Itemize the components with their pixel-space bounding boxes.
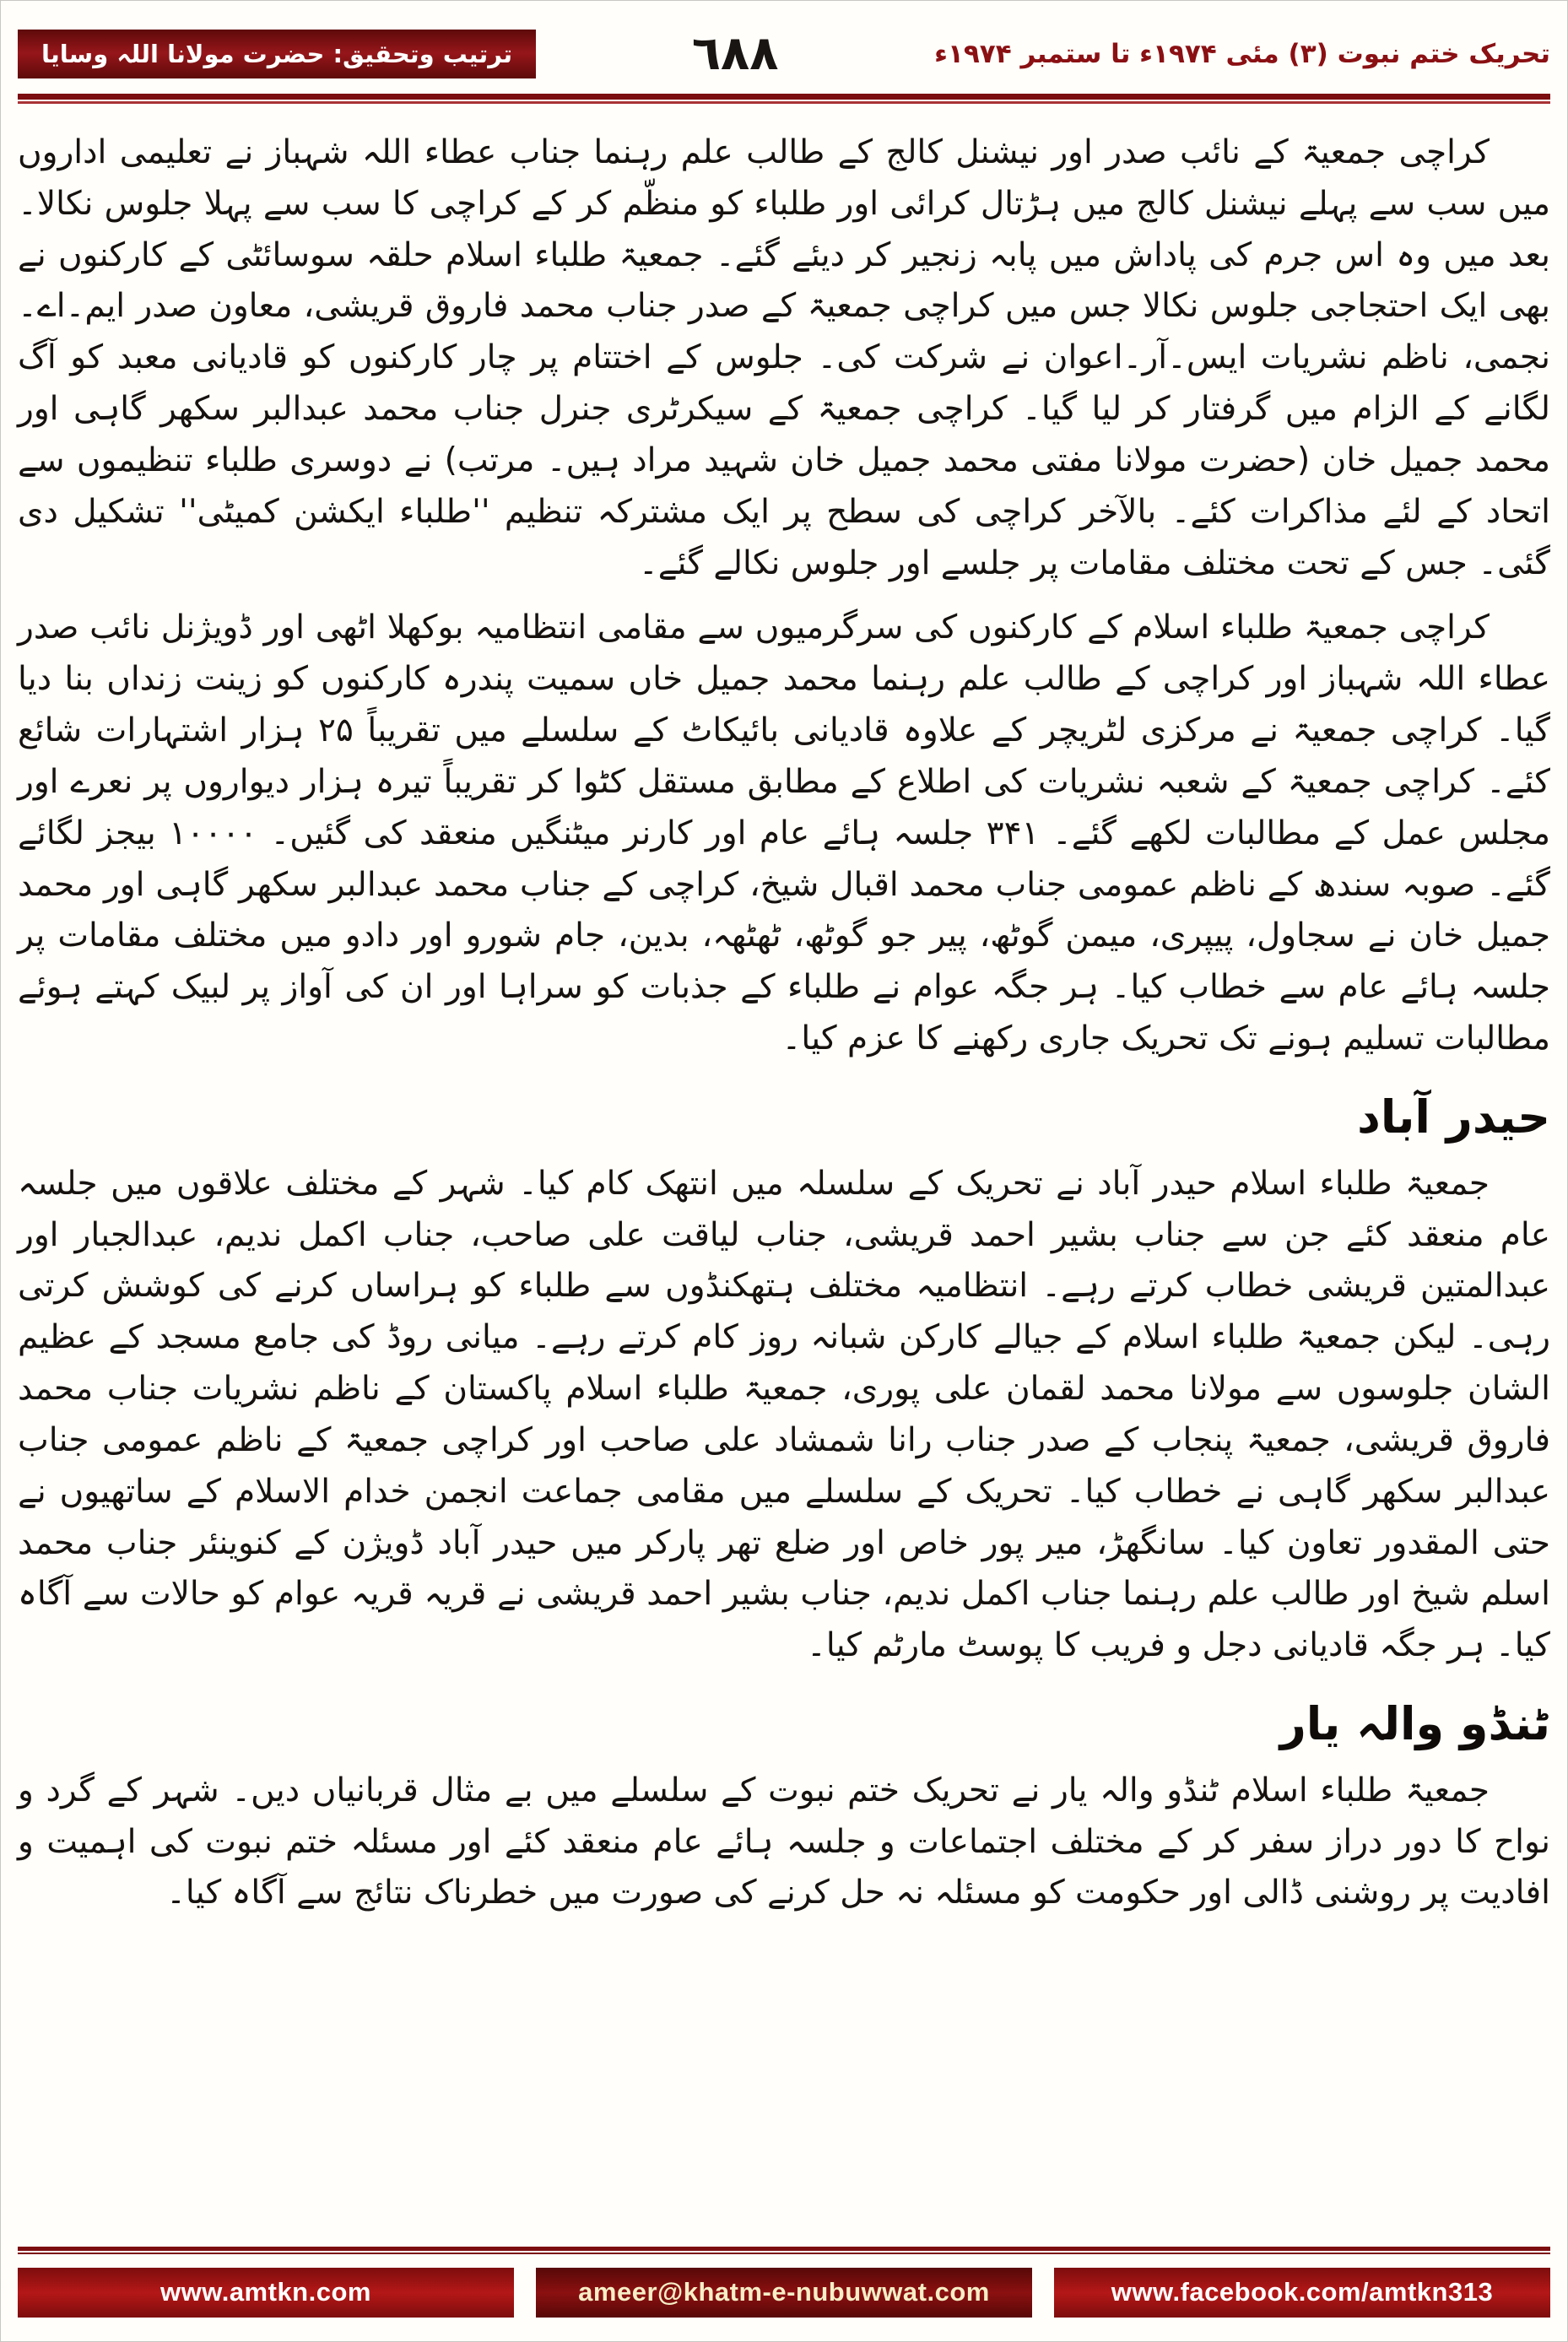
book-title-header: تحریک ختم نبوت (۳) مئی ۱۹۷۴ء تا ستمبر ۱۹۷۴ء (934, 39, 1550, 69)
footer-divider-rule (18, 2247, 1550, 2254)
footer-website-url: www.amtkn.com (18, 2268, 514, 2318)
page-number: ٦٨٨ (691, 26, 779, 81)
paragraph-hyderabad: جمعیۃ طلباء اسلام حیدر آباد نے تحریک کے سلسلہ میں انتھک کام کیا۔ شہر کے مختلف علاقوں میں جلسہ عام منعقد کئے جن سے جناب بشیر احمد قریشی، جناب لیاقت علی صاحب، جناب اکمل ندیم، عبدالجبار اور عبدالمتین قریشی خطاب کرتے رہے۔ انتظامیہ مختلف ہتھکنڈوں سے طلباء کو ہراساں کرنے کی کوشش کرتی رہی۔ لیکن جمعیۃ طلباء اسلام کے جیالے کارکن شبانہ روز کام کرتے رہے۔ میانی روڈ کی جامع مسجد کے عظیم الشان جلوسوں سے مولانا محمد لقمان علی پوری، جمعیۃ طلباء اسلام پاکستان کے ناظم نشریات جناب محمد فاروق قریشی، جمعیۃ پنجاب کے صدر جناب رانا شمشاد علی صاحب اور کراچی جمعیۃ کے ناظم عمومی جناب عبدالبر سکھر گاہی نے خطاب کیا۔ تحریک کے سلسلے میں مقامی جماعت انجمن خدام الاسلام کے ساتھیوں نے حتی المقدور تعاون کیا۔ سانگھڑ، میر پور خاص اور ضلع تھر پارکر میں حیدر آباد ڈویژن کے کنوینئر جناب محمد اسلم شیخ اور طالب علم رہنما جناب اکمل ندیم، جناب بشیر احمد قریشی نے قریہ قریہ عوام کو حالات سے آگاہ کیا۔ ہر جگہ قادیانی دجل و فریب کا پوسٹ مارٹم کیا۔ (18, 1164, 1551, 1665)
credits-banner: ترتیب وتحقیق: حضرت مولانا اللہ وسایا (18, 30, 536, 78)
footer-email-address: ameer@khatm-e-nubuwwat.com (536, 2268, 1032, 2318)
paragraph-karachi-activities-1: کراچی جمعیۃ کے نائب صدر اور نیشنل کالج کے طالب علم رہنما جناب عطاء اللہ شہباز نے تعلیمی اداروں میں سب سے پہلے نیشنل کالج میں ہڑتال کرائی اور طلباء کو منظّم کر کے کراچی کا سب سے پہلا جلوس نکالا۔ بعد میں وہ اس جرم کی پاداش میں پابہ زنجیر کر دیئے گئے۔ جمعیۃ طلباء اسلام حلقہ سوسائٹی کے کارکنوں نے بھی ایک احتجاجی جلوس نکالا جس میں کراچی جمعیۃ کے صدر جناب محمد فاروق قریشی، معاون صدر ایم۔اے۔نجمی، ناظم نشریات ایس۔آر۔اعوان نے شرکت کی۔ جلوس کے اختتام پر چار کارکنوں کو قادیانی معبد کو آگ لگانے کے الزام میں گرفتار کر لیا گیا۔ کراچی جمعیۃ کے سیکرٹری جنرل جناب محمد عبدالبر سکھر گاہی اور محمد جمیل خان (حضرت مولانا مفتی محمد جمیل خان شہید مراد ہیں۔ مرتب) نے دوسری طلباء تنظیموں سے اتحاد کے لئے مذاکرات کئے۔ بالآخر کراچی کی سطح پر ایک مشترکہ تنظیم ''طلباء ایکشن کمیٹی'' تشکیل دی گئی۔ جس کے تحت مختلف مقامات پر جلسے اور جلوس نکالے گئے۔ (18, 133, 1550, 582)
paragraph-karachi-activities-2: کراچی جمعیۃ طلباء اسلام کے کارکنوں کی سرگرمیوں سے مقامی انتظامیہ بوکھلا اٹھی اور ڈویژنل نائب صدر عطاء اللہ شہباز اور کراچی کے طالب علم رہنما محمد جمیل خاں سمیت پندرہ کارکنوں کو زینت زنداں بنا دیا گیا۔ کراچی جمعیۃ نے مرکزی لٹریچر کے علاوہ قادیانی بائیکاٹ کے سلسلے میں تقریباً ۲۵ ہزار اشتہارات شائع کئے۔ کراچی جمعیۃ کے شعبہ نشریات کی اطلاع کے مطابق مستقل کٹوا کر تقریباً تیرہ ہزار دیواروں پر نعرے اور مجلس عمل کے مطالبات لکھے گئے۔ ۳۴۱ جلسہ ہائے عام اور کارنر میٹنگیں منعقد کی گئیں۔ ۱۰۰۰۰ بیجز لگائے گئے۔ صوبہ سندھ کے ناظم عمومی جناب محمد اقبال شیخ، کراچی کے جناب محمد عبدالبر سکھر گاہی اور محمد جمیل خان نے سجاول، پیپری، میمن گوٹھ، پیر جو گوٹھ، ٹھٹھہ، بدین، جام شورو اور دادو میں مختلف مقامات پر جلسہ ہائے عام سے خطاب کیا۔ ہر جگہ عوام نے طلباء کے جذبات کو سراہا اور ان کی آواز پر لبیک کہتے ہوئے مطالبات تسلیم ہونے تک تحریک جاری رکھنے کا عزم کیا۔ (18, 608, 1550, 1058)
footer-contact-bands (18, 2268, 1550, 2318)
document-body (18, 127, 1550, 1919)
header-divider-rule (18, 94, 1550, 104)
page-header (18, 23, 1550, 85)
section-heading-tando-allahyar: ٹنڈو والہ یار (1279, 1696, 1550, 1750)
footer-facebook-url: www.facebook.com/amtkn313 (1054, 2268, 1550, 2318)
paragraph-tando-allahyar: جمعیۃ طلباء اسلام ٹنڈو والہ یار نے تحریک ختم نبوت کے سلسلے میں بے مثال قربانیاں دیں۔ شہر کے گرد و نواح کا دور دراز سفر کر کے مختلف اجتماعات و جلسہ ہائے عام منعقد کئے اور مسئلہ ختم نبوت کی اہمیت و افادیت پر روشنی ڈالی اور حکومت کو مسئلہ نہ حل کرنے کی صورت میں خطرناک نتائج سے آگاہ کیا۔ (18, 1771, 1550, 1912)
page-footer (18, 2247, 1550, 2318)
section-heading-hyderabad: حیدر آباد (1357, 1090, 1550, 1144)
